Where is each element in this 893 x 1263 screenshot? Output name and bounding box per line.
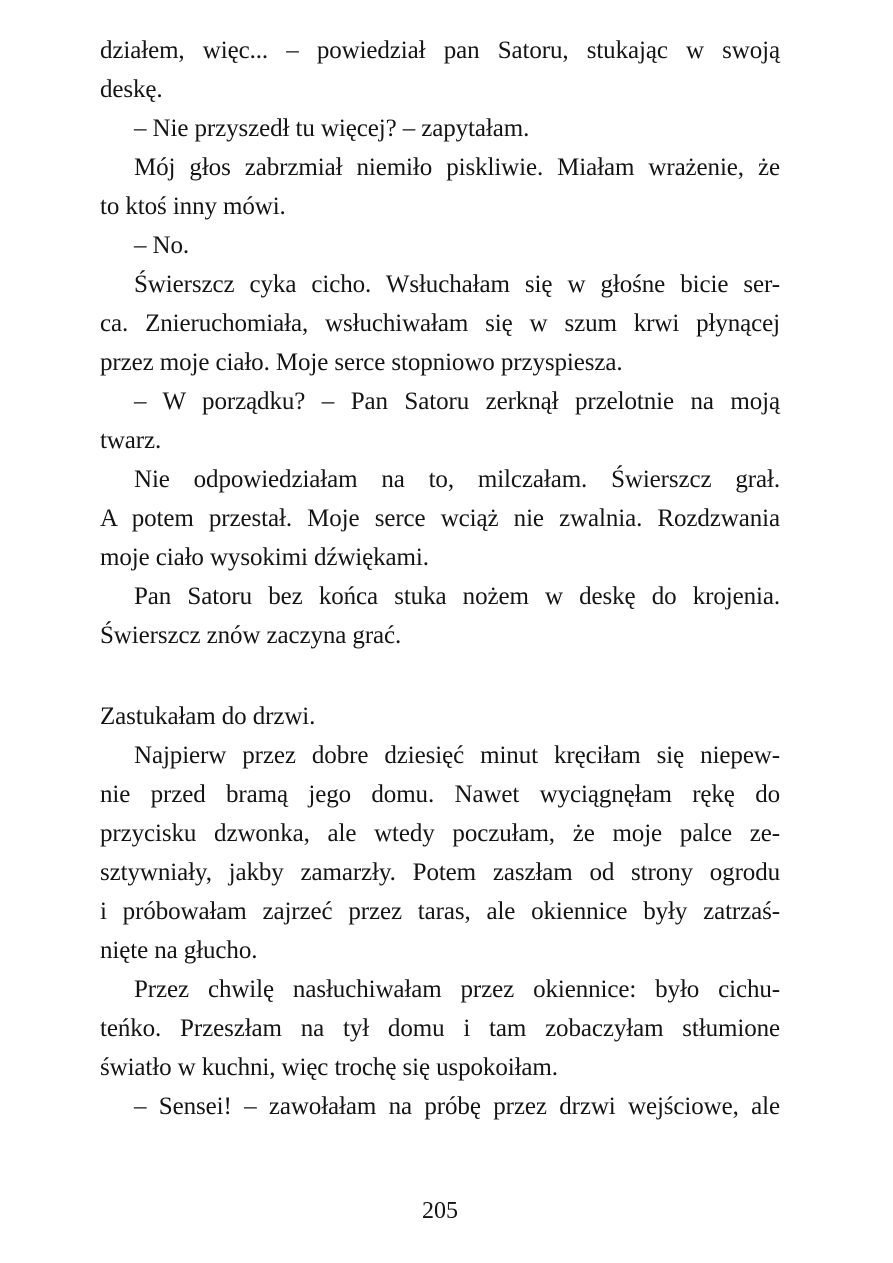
text-line: Świerszcz znów zaczyna grać. <box>100 622 402 649</box>
text-line: – Nie przyszedł tu więcej? – zapytałam. <box>134 115 530 142</box>
text-line: Najpierw przez dobre dziesięć minut kręciłam się niepew- <box>134 742 780 769</box>
text-line: przez moje ciało. Moje serce stopniowo przyspiesza. <box>100 349 623 376</box>
paragraph <box>100 736 780 970</box>
paragraph <box>100 460 780 577</box>
text-line: Mój głos zabrzmiał niemiło piskliwie. Miałam wrażenie, że <box>134 154 780 181</box>
text-line: – Sensei! – zawołałam na próbę przez drzwi wejściowe, ale <box>134 1093 780 1120</box>
text-line: nięte na głucho. <box>100 937 258 964</box>
paragraph <box>100 1087 780 1126</box>
paragraph <box>100 31 780 109</box>
text-line: Nie odpowiedziałam na to, milczałam. Świerszcz grał. <box>134 466 780 493</box>
paragraph <box>100 382 780 460</box>
text-line: działem, więc... – powiedział pan Satoru, stukając w swoją <box>100 37 780 64</box>
text-line: światło w kuchni, więc trochę się uspokoiłam. <box>100 1054 558 1081</box>
paragraph <box>100 148 780 226</box>
paragraph <box>100 226 780 265</box>
text-line: Przez chwilę nasłuchiwałam przez okiennice: było cichu- <box>134 976 780 1003</box>
text-line: Zastukałam do drzwi. <box>100 703 316 730</box>
paragraph <box>100 970 780 1087</box>
text-line: Pan Satoru bez końca stuka nożem w deskę do krojenia. <box>134 583 780 610</box>
text-line: twarz. <box>100 427 162 454</box>
text-line: nie przed bramą jego domu. Nawet wyciągnęłam rękę do <box>100 781 780 808</box>
text-line: przycisku dzwonka, ale wtedy poczułam, że moje palce ze- <box>100 820 780 847</box>
text-line: i próbowałam zajrzeć przez taras, ale okiennice były zatrzaś- <box>100 898 780 925</box>
text-line: – W porządku? – Pan Satoru zerknął przelotnie na moją <box>134 388 780 415</box>
text-line: ca. Znieruchomiała, wsłuchiwałam się w szum krwi płynącej <box>100 310 780 337</box>
text-block <box>100 31 780 1126</box>
text-line: – No. <box>134 232 190 259</box>
page-number: 205 <box>422 1198 458 1224</box>
paragraph <box>100 577 780 655</box>
text-line: to ktoś inny mówi. <box>100 193 286 220</box>
page-footer <box>100 1192 780 1231</box>
text-line: sztywniały, jakby zamarzły. Potem zaszłam od strony ogrodu <box>100 859 780 886</box>
text-line: moje ciało wysokimi dźwiękami. <box>100 544 429 571</box>
text-line: teńko. Przeszłam na tył domu i tam zobaczyłam stłumione <box>100 1015 780 1042</box>
text-line: deskę. <box>100 76 163 103</box>
paragraph <box>100 265 780 382</box>
paragraph <box>100 109 780 148</box>
text-line: Świerszcz cyka cicho. Wsłuchałam się w głośne bicie ser- <box>134 271 780 298</box>
text-line: A potem przestał. Moje serce wciąż nie zwalnia. Rozdzwania <box>100 505 780 532</box>
paragraph <box>100 697 780 736</box>
